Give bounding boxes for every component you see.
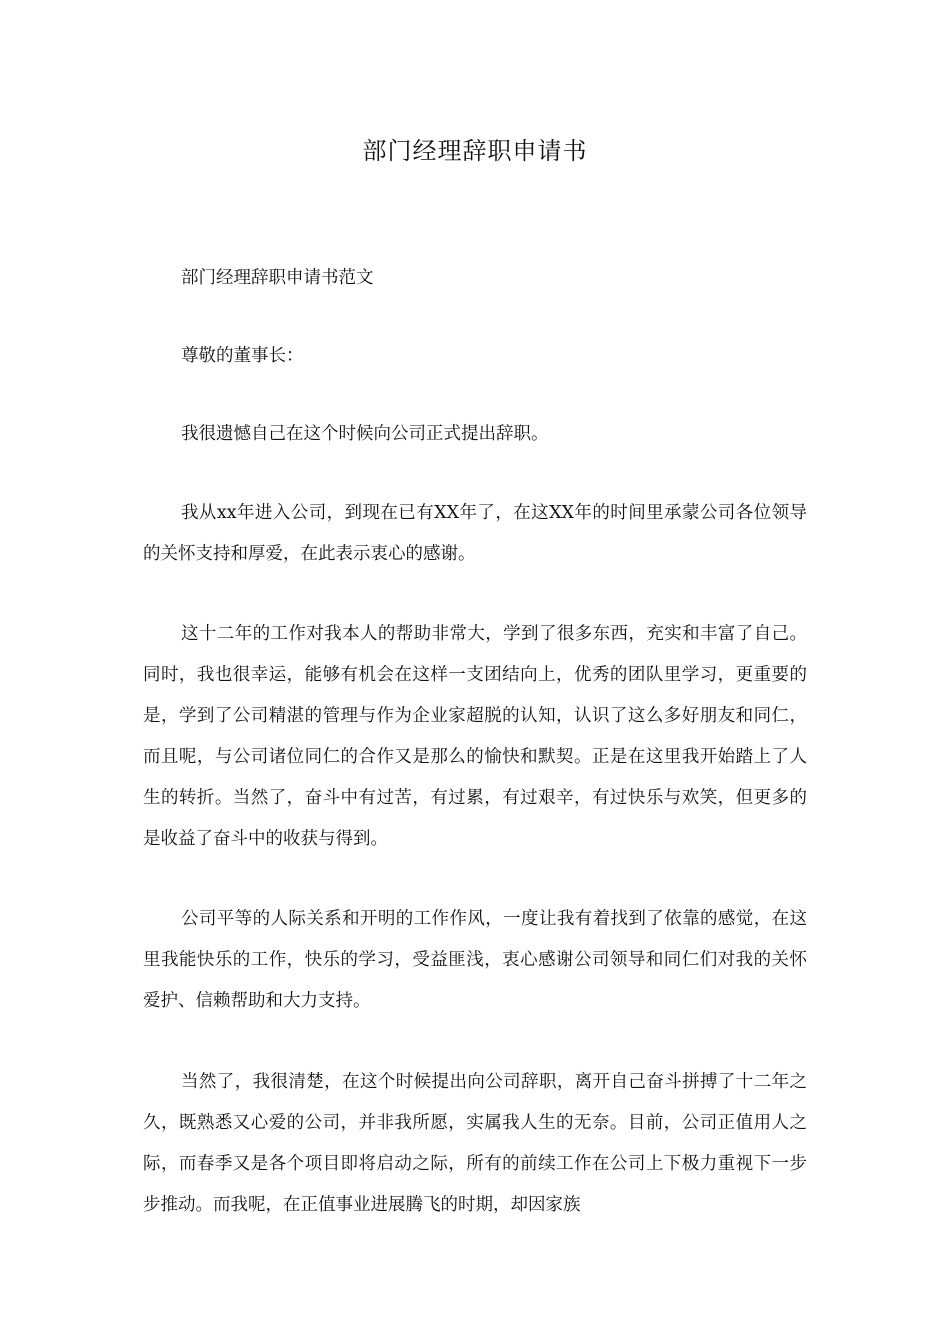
paragraph-culture: 公司平等的人际关系和开明的工作作风，一度让我有着找到了依靠的感觉，在这里我能快乐的工作，快乐的学习，受益匪浅，衷心感谢公司领导和同仁们对我的关怀爱护、信赖帮助和大力支持。 [143,909,807,1011]
paragraph-reason: 当然了，我很清楚，在这个时候提出向公司辞职，离开自己奋斗拼搏了十二年之久，既熟悉又心爱的公司，并非我所愿，实属我人生的无奈。目前，公司正值用人之际，而春季又是各个项目即将启动之际，所有的前续工作在公司上下极力重视下一步步推动。而我呢，在正值事业进展腾飞的时期，却因家族 [143,1072,807,1215]
paragraph-experience: 这十二年的工作对我本人的帮助非常大，学到了很多东西，充实和丰富了自己。同时，我也很幸运，能够有机会在这样一支团结向上，优秀的团队里学习，更重要的是，学到了公司精湛的管理与作为企业家超脱的认知，认识了这么多好朋友和同仁，而且呢，与公司诸位同仁的合作又是那么的愉快和默契。正是在这里我开始踏上了人生的转折。当然了，奋斗中有过苦，有过累，有过艰辛，有过快乐与欢笑，但更多的是收益了奋斗中的收获与得到。 [143,624,807,849]
document-title: 部门经理辞职申请书 [362,137,588,165]
paragraph-thanks: 我从xx年进入公司，到现在已有XX年了，在这XX年的时间里承蒙公司各位领导的关怀支持和厚爱，在此表示衷心的感谢。 [143,503,807,564]
paragraph-salutation: 尊敬的董事长： [181,346,304,366]
paragraph-subtitle: 部门经理辞职申请书范文 [181,268,374,288]
paragraph-intro: 我很遗憾自己在这个时候向公司正式提出辞职。 [181,424,549,444]
